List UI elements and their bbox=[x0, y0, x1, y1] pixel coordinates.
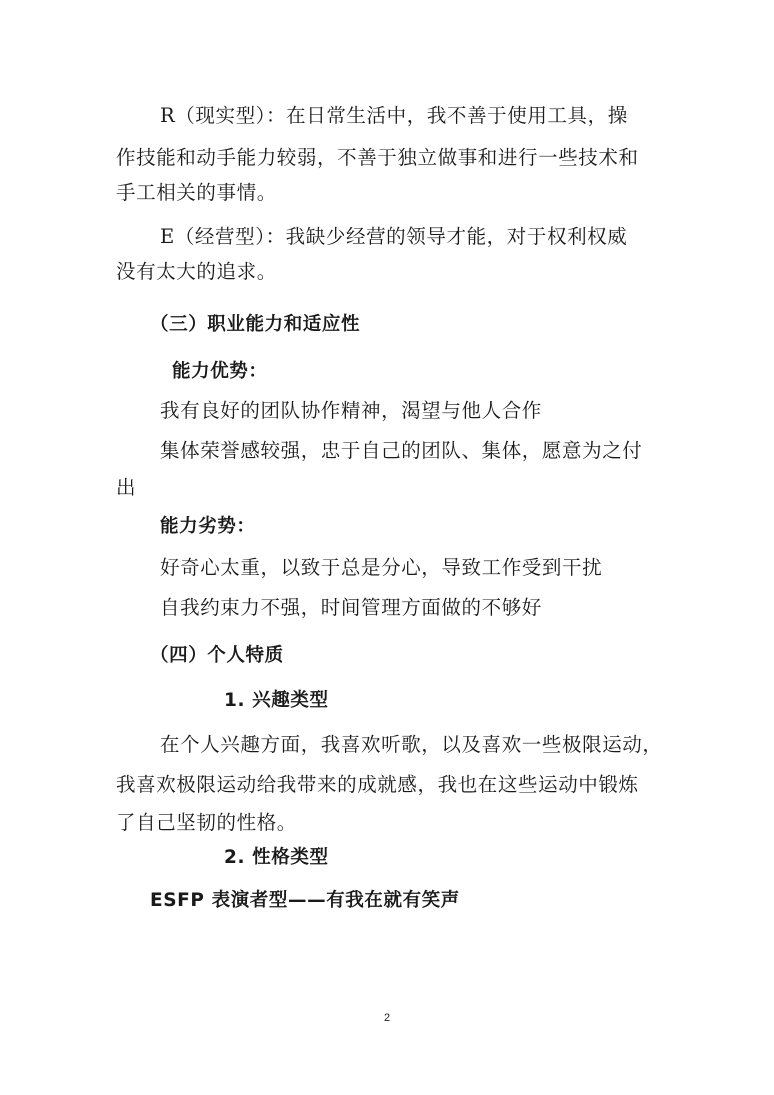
interest-line-3: 了自己坚韧的性格。 bbox=[116, 811, 297, 834]
paragraph-e-line-2: 没有太大的追求。 bbox=[116, 260, 277, 283]
strength-item-1: 我有良好的团队协作精神，渴望与他人合作 bbox=[160, 399, 542, 422]
page-number: 2 bbox=[383, 1012, 391, 1024]
interest-type-title: 1. 兴趣类型 bbox=[224, 690, 329, 711]
personality-type-line: ESFP 表演者型——有我在就有笑声 bbox=[150, 890, 460, 911]
section-heading-3: （三）职业能力和适应性 bbox=[150, 314, 361, 335]
weakness-item-1: 好奇心太重，以致于总是分心，导致工作受到干扰 bbox=[160, 556, 603, 579]
strength-item-2-line-1: 集体荣誉感较强，忠于自己的团队、集体，愿意为之付 bbox=[160, 439, 643, 462]
paragraph-e-line-1: E（经营型）：我缺少经营的领导才能，对于权利权威 bbox=[160, 225, 628, 248]
interest-line-1: 在个人兴趣方面，我喜欢听歌，以及喜欢一些极限运动， bbox=[160, 733, 663, 756]
interest-line-2: 我喜欢极限运动给我带来的成就感，我也在这些运动中锻炼 bbox=[116, 773, 639, 796]
weakness-item-2: 自我约束力不强，时间管理方面做的不够好 bbox=[160, 596, 542, 619]
strengths-title: 能力优势： bbox=[172, 361, 268, 382]
paragraph-r-line-3: 手工相关的事情。 bbox=[116, 181, 277, 204]
strength-item-2-line-2: 出 bbox=[116, 476, 137, 499]
personality-type-title: 2. 性格类型 bbox=[224, 847, 329, 868]
paragraph-r-line-1: R（现实型）：在日常生活中，我不善于使用工具，操 bbox=[160, 104, 628, 127]
section-heading-4: （四）个人特质 bbox=[150, 645, 284, 666]
paragraph-r-line-2: 作技能和动手能力较弱，不善于独立做事和进行一些技术和 bbox=[116, 146, 639, 169]
weaknesses-title: 能力劣势： bbox=[160, 516, 256, 537]
